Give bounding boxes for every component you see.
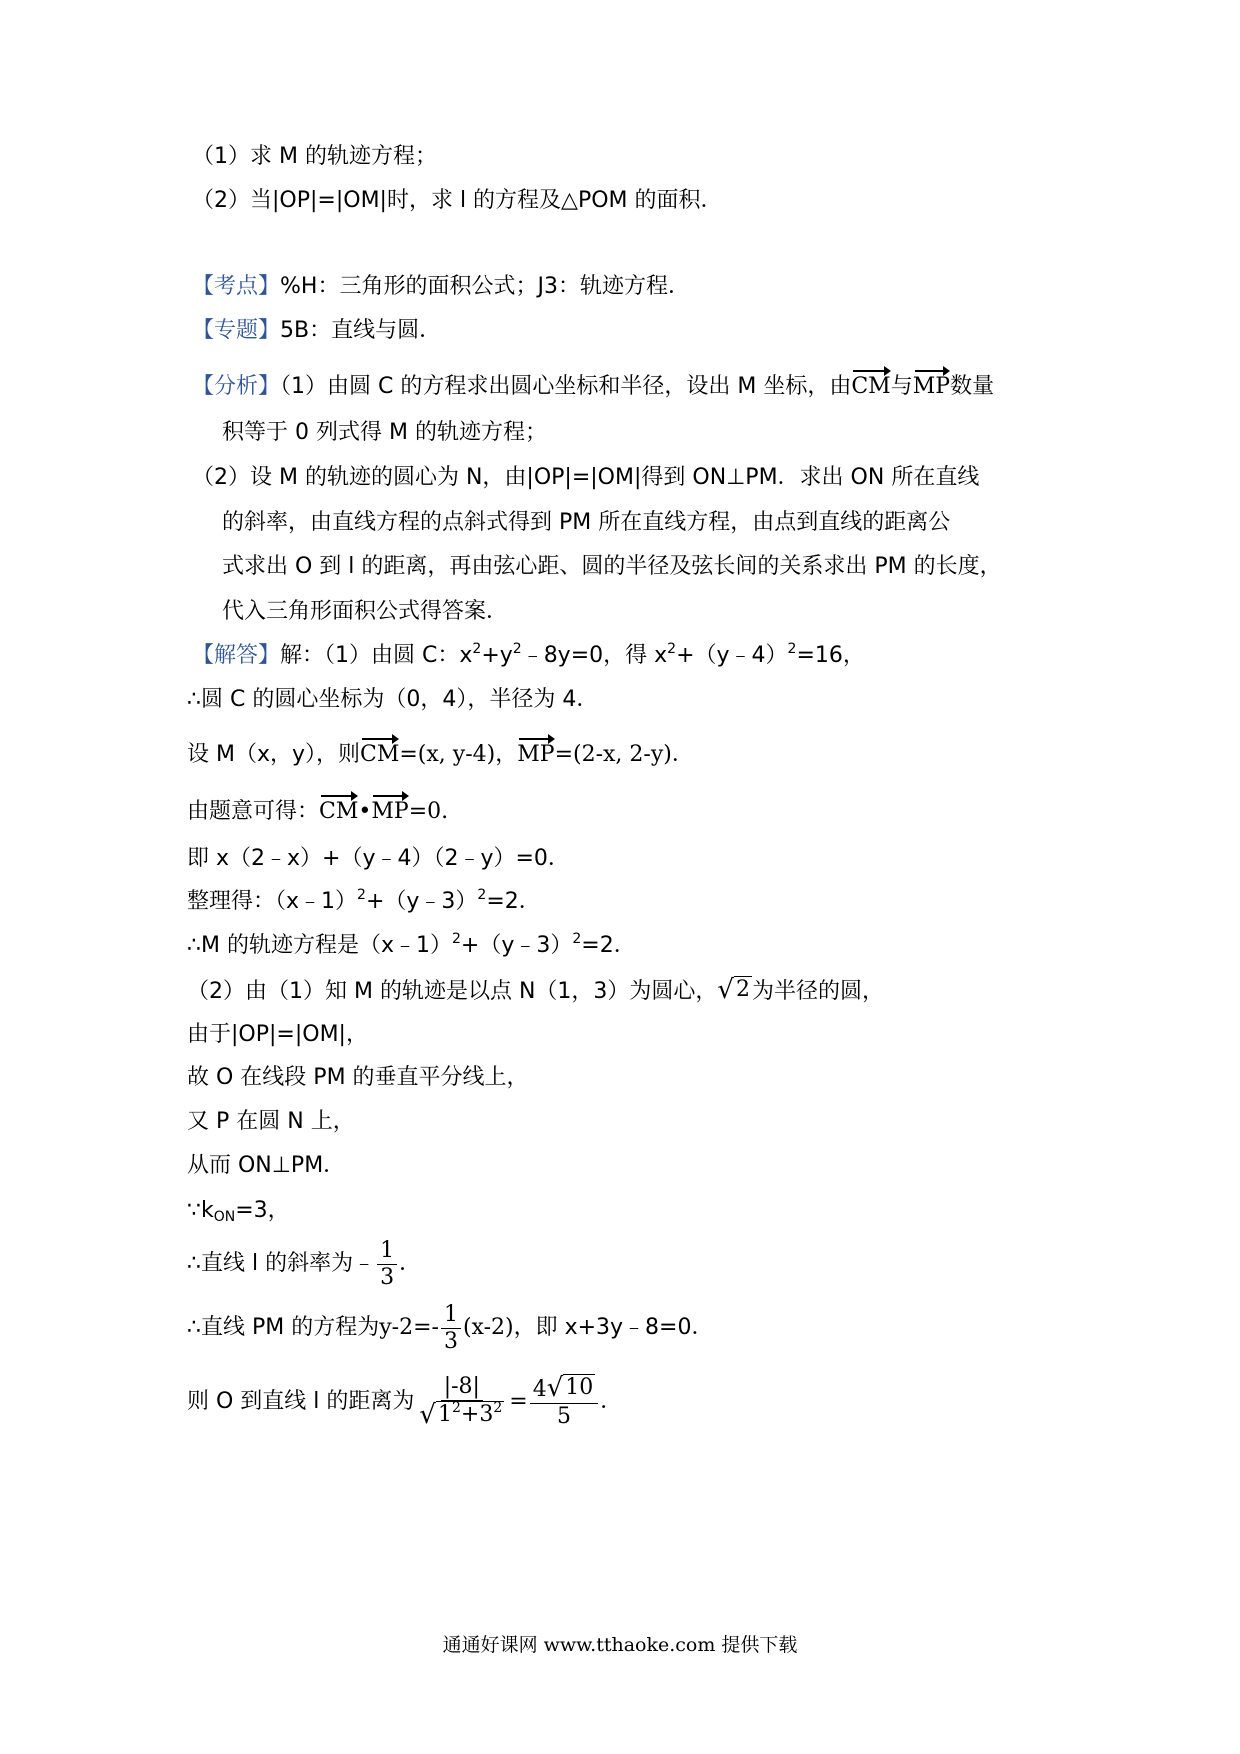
jieda-line-2: ∴圆 C 的圆心坐标为（0，4），半径为 4． [187, 687, 599, 712]
jieda-text: （2）由（1）知 M 的轨迹是以点 N（1，3）为圆心， [187, 979, 718, 1004]
jieda-text: 则 O 到直线 l 的距离为 [187, 1389, 415, 1414]
jieda-text: +（y﹣4） [676, 643, 788, 668]
superscript: 2 [667, 641, 677, 657]
jieda-line-7 [187, 931, 636, 961]
fraction-denominator: 5 [556, 1404, 571, 1429]
jieda-text: =2． [581, 933, 636, 958]
jieda-line-13 [187, 1196, 290, 1226]
vector-cm: CM [319, 793, 358, 827]
fenxi-line-4: 的斜率，由直线方程的点斜式得到 PM 所在直线方程，由点到直线的距离公 [222, 510, 951, 535]
jieda-text: ∵k [187, 1198, 214, 1223]
superscript: 2 [512, 641, 522, 657]
jieda-text: +（y﹣3） [365, 889, 478, 914]
kaodian-tag: 【考点】 [192, 274, 281, 299]
superscript: 2 [472, 641, 482, 657]
subscript: ON [213, 1209, 236, 1225]
jieda-line-1 [192, 641, 865, 671]
vector-cm-value: =(x, y-4)， [399, 742, 518, 767]
superscript: 2 [452, 931, 461, 947]
fenxi-line-2: 积等于 0 列式得 M 的轨迹方程； [222, 420, 547, 445]
jieda-line-11: 又 P 在圆 N 上， [187, 1109, 355, 1134]
question-part-1: （1）求 M 的轨迹方程； [192, 144, 437, 169]
jieda-line-4 [187, 793, 448, 827]
vector-cm: CM [851, 368, 890, 402]
equation-part: y-2=- [379, 1315, 439, 1340]
vector-mp: MP [371, 793, 408, 827]
jieda-line-6 [187, 887, 541, 917]
radicand-part: +3 [460, 1402, 494, 1427]
jieda-text: 由题意可得： [187, 799, 320, 824]
coefficient: 4 [532, 1377, 547, 1402]
fraction-denominator: 3 [443, 1328, 458, 1354]
vector-cm: CM [360, 736, 399, 770]
zhuanti-line [192, 316, 441, 346]
superscript: 2 [451, 1400, 461, 1416]
radicand-part: 1 [437, 1402, 452, 1427]
sqrt-2: √ 2 [717, 975, 750, 1005]
jieda-text: ∴直线 l 的斜率为﹣ [187, 1251, 376, 1276]
jieda-text: 解：（1）由圆 C：x [280, 643, 473, 668]
fenxi-line-5: 式求出 O 到 l 的距离，再由弦心距、圆的半径及弦长间的关系求出 PM 的长度， [222, 554, 1002, 579]
kaodian-line [192, 272, 690, 302]
fraction-denominator [416, 1401, 507, 1430]
dot-operator: • [358, 799, 372, 824]
fraction-one-third [377, 1238, 397, 1291]
superscript: 2 [787, 641, 797, 657]
superscript: 2 [357, 887, 366, 903]
jieda-line-16 [187, 1370, 622, 1434]
jieda-line-8 [187, 976, 884, 1007]
fenxi-text-mid: 与 [890, 374, 913, 399]
jieda-line-5: 即 x（2﹣x）+（y﹣4）（2﹣y）=0． [187, 846, 570, 871]
fraction-numerator: |-8| [441, 1374, 483, 1401]
jieda-text: 整理得：（x﹣1） [187, 889, 358, 914]
sqrt-radicand [436, 1401, 504, 1428]
vector-mp: MP [913, 368, 950, 402]
sqrt-radicand: 10 [565, 1375, 594, 1400]
jieda-text: ． [600, 1389, 623, 1414]
fenxi-line-6: 代入三角形面积公式得答案． [222, 599, 509, 624]
jieda-text: =16， [796, 643, 865, 668]
vector-mp: MP [517, 736, 554, 770]
equation-result: =0. [408, 799, 449, 824]
jieda-text: ，即 x+3y﹣8=0． [513, 1315, 714, 1340]
fenxi-tag: 【分析】 [192, 374, 281, 399]
question-part-2: （2）当|OP|=|OM|时，求 l 的方程及△POM 的面积． [192, 188, 723, 213]
jieda-text: 设 M（x，y），则 [187, 742, 361, 767]
equals-sign: = [509, 1389, 528, 1414]
jieda-text: ﹣8y=0，得 x [521, 643, 668, 668]
jieda-text: +y [481, 643, 513, 668]
zhuanti-tag: 【专题】 [192, 318, 281, 343]
fraction-numerator: 1 [441, 1302, 461, 1329]
jieda-text: 为半径的圆， [752, 979, 885, 1004]
jieda-tag: 【解答】 [192, 643, 281, 668]
jieda-line-14 [187, 1236, 421, 1292]
fenxi-line-1 [192, 368, 994, 402]
fenxi-text-1b: 数量 [950, 374, 995, 399]
jieda-text: ． [399, 1251, 422, 1276]
jieda-text: ∴M 的轨迹方程是（x﹣1） [187, 933, 452, 958]
kaodian-text: %H：三角形的面积公式；J3：轨迹方程． [280, 274, 690, 299]
jieda-line-3 [187, 736, 694, 770]
fraction-numerator: 1 [377, 1238, 397, 1265]
jieda-text: ∴直线 PM 的方程为 [187, 1315, 380, 1340]
superscript: 2 [477, 887, 487, 903]
sqrt-10: √ 10 [546, 1373, 594, 1403]
sqrt-radicand: 2 [736, 977, 750, 1002]
fraction-denominator: 3 [380, 1264, 395, 1290]
vector-mp-value: =(2-x, 2-y)． [554, 742, 694, 767]
jieda-line-15 [187, 1300, 714, 1356]
jieda-text: +（y﹣3） [460, 933, 573, 958]
jieda-line-12: 从而 ON⊥PM． [187, 1153, 346, 1178]
superscript: 2 [493, 1400, 503, 1416]
fraction-numerator [530, 1374, 599, 1404]
jieda-text: =3， [235, 1198, 290, 1223]
distance-fraction [416, 1374, 507, 1430]
fenxi-line-3: （2）设 M 的轨迹的圆心为 N，由|OP|=|OM|得到 ON⊥PM．求出 ON 所在直线 [192, 465, 980, 490]
zhuanti-text: 5B：直线与圆． [280, 318, 442, 343]
distance-result-fraction [530, 1374, 599, 1430]
page-footer: 通通好课网 www.tthaoke.com 提供下载 [442, 1634, 798, 1656]
fraction-one-third [441, 1302, 461, 1355]
superscript: 2 [572, 931, 582, 947]
equation-part: (x-2) [462, 1315, 514, 1340]
jieda-line-10: 故 O 在线段 PM 的垂直平分线上， [187, 1065, 529, 1090]
jieda-line-9: 由于|OP|=|OM|， [187, 1022, 368, 1047]
jieda-text: =2． [486, 889, 541, 914]
fenxi-text-1a: （1）由圆 C 的方程求出圆心坐标和半径，设出 M 坐标，由 [280, 374, 852, 399]
sqrt-expression: √ $1^2+3^2$ [419, 1400, 503, 1430]
